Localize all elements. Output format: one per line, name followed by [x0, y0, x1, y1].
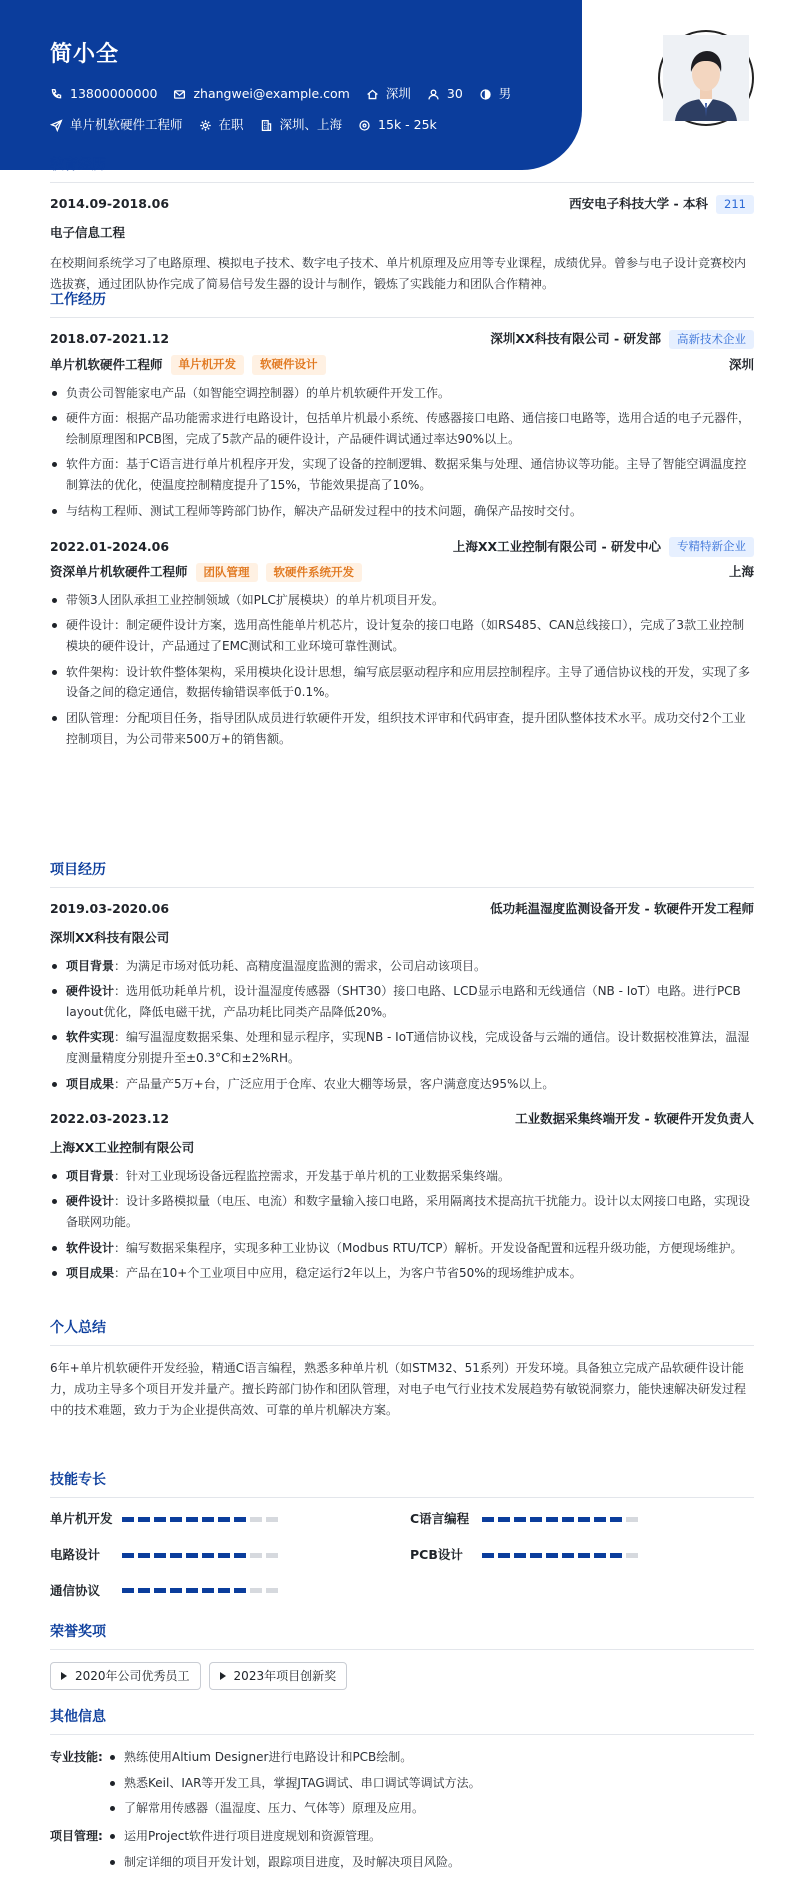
skill-item	[410, 1546, 754, 1565]
play-icon	[220, 1672, 226, 1680]
city-text: 深圳	[385, 86, 411, 101]
skill-segment	[202, 1588, 214, 1593]
project-name: 工业数据采集终端开发 - 软硬件开发负责人	[515, 1111, 754, 1127]
work-company-tag: 高新技术企业	[669, 330, 754, 349]
summary-section	[50, 1318, 754, 1421]
skill-segment	[530, 1553, 542, 1558]
list-item: 运用Project软件进行项目进度规划和资源管理。	[108, 1826, 460, 1847]
avatar	[658, 30, 754, 126]
other-label: 项目管理:	[50, 1828, 103, 1843]
mail-icon	[173, 88, 186, 101]
list-item	[50, 981, 754, 1022]
skill-segment	[626, 1517, 638, 1522]
gender-icon	[479, 88, 492, 101]
skill-segment	[138, 1517, 150, 1522]
status-text: 在职	[218, 116, 244, 132]
skill-item	[50, 1546, 410, 1565]
avatar-photo	[663, 35, 749, 121]
work-bullets	[50, 383, 754, 522]
skill-segment	[234, 1588, 246, 1593]
skill-segment	[266, 1517, 278, 1522]
skill-segment	[482, 1553, 494, 1558]
user-icon	[427, 88, 440, 101]
work-role-wrap	[50, 355, 326, 374]
list-item	[50, 1074, 754, 1095]
salary-text: 15k - 25k	[378, 116, 437, 132]
list-item: 负责公司智能家电产品（如智能空调控制器）的单片机软硬件开发工作。	[50, 383, 754, 404]
target-city-text: 深圳、上海	[279, 116, 343, 132]
skill-segment	[202, 1517, 214, 1522]
other-section	[50, 1707, 754, 1879]
bullet-value: ：产品在10+个工业项目中应用，稳定运行2年以上，为客户节省50%的现场维护成本。	[114, 1266, 582, 1281]
other-label: 专业技能:	[50, 1750, 103, 1764]
work-role-tag: 单片机开发	[171, 355, 245, 374]
work-role-wrap	[50, 563, 362, 582]
skills-section	[50, 1470, 754, 1600]
list-item: 硬件方面：根据产品功能需求进行电路设计，包括单片机最小系统、传感器接口电路、通信接口电路等，选用合适的电子元器件，绘制原理图和PCB图，完成了5款产品的硬件设计，产品硬件调试通过率达90%以上。	[50, 408, 754, 449]
skill-segment	[122, 1553, 134, 1558]
skill-segment	[170, 1517, 182, 1522]
bullet-key: 项目成果	[66, 1266, 115, 1281]
job-title-text: 单片机软硬件工程师	[70, 116, 183, 132]
list-item: 了解常用传感器（温湿度、压力、气体等）原理及应用。	[108, 1798, 481, 1819]
bullet-key: 软件设计	[66, 1240, 115, 1255]
work-company: 上海XX工业控制有限公司 - 研发中心	[452, 538, 661, 554]
project-header	[50, 1110, 754, 1129]
skill-segment	[266, 1553, 278, 1558]
skill-segment	[514, 1553, 526, 1558]
bullet-value: ：编写数据采集程序，实现多种工业协议（Modbus RTU/TCP）解析。开发设备配置和远程升级功能，方便现场维护。	[114, 1240, 743, 1255]
education-section	[50, 155, 754, 295]
list-item: 熟练使用Altium Designer进行电路设计和PCB绘制。	[108, 1747, 481, 1768]
skill-segment	[498, 1553, 510, 1558]
work-title: 工作经历	[50, 290, 754, 318]
skill-segment	[578, 1553, 590, 1558]
skill-bar	[122, 1553, 282, 1558]
skill-segment	[562, 1517, 574, 1522]
age-info	[427, 85, 463, 104]
list-item: 软件方面：基于C语言进行单片机程序开发，实现了设备的控制逻辑、数据采集与处理、通信协议等功能。主导了智能空调温度控制算法的优化，使温度控制精度提升了15%，节能效果提高了10%。	[50, 454, 754, 495]
list-item: 熟悉Keil、IAR等开发工具，掌握JTAG调试、串口调试等调试方法。	[108, 1773, 481, 1794]
work-role-row	[50, 355, 754, 374]
home-icon	[366, 88, 379, 101]
send-icon	[50, 119, 63, 132]
award-chip	[50, 1662, 201, 1690]
bullet-key: 项目背景	[66, 958, 115, 973]
skill-item	[410, 1510, 754, 1529]
work-date: 2018.07-2021.12	[50, 331, 170, 347]
education-title: 教育经历	[50, 155, 754, 183]
other-bullets	[108, 1747, 481, 1824]
work-company: 深圳XX科技有限公司 - 研发部	[490, 331, 661, 347]
target-city-info	[260, 116, 343, 135]
skill-name: 电路设计	[50, 1546, 101, 1562]
email-text: zhangwei@example.com	[193, 86, 350, 101]
list-item	[50, 1263, 754, 1284]
phone-icon	[50, 88, 63, 101]
work-role-row	[50, 563, 754, 582]
skill-name: PCB设计	[410, 1546, 463, 1562]
skills-title: 技能专长	[50, 1470, 754, 1498]
bullet-value: ：选用低功耗单片机，设计温湿度传感器（SHT30）接口电路、LCD显示电路和无线通信（NB - IoT）电路。进行PCB layout优化，降低电磁干扰，产品功耗比同类产品降低20%。	[66, 984, 741, 1019]
skill-segment	[202, 1553, 214, 1558]
skill-segment	[234, 1553, 246, 1558]
other-bullets	[108, 1826, 460, 1877]
work-role: 单片机软硬件工程师	[50, 356, 163, 372]
salary-info	[358, 116, 437, 135]
list-item	[50, 956, 754, 977]
bullet-key: 软件实现	[66, 1030, 115, 1045]
job-row	[50, 116, 527, 135]
projects-title: 项目经历	[50, 860, 754, 888]
age-text: 30	[446, 86, 463, 101]
list-item	[50, 1191, 754, 1232]
education-major: 电子信息工程	[50, 225, 126, 241]
bullet-key: 项目成果	[66, 1076, 115, 1091]
bullet-value: ：设计多路模拟量（电压、电流）和数字量输入接口电路，采用隔离技术提高抗干扰能力。设计以太网接口电路，实现设备联网功能。	[66, 1194, 751, 1229]
coin-icon	[358, 119, 371, 132]
skill-segment	[186, 1588, 198, 1593]
skill-segment	[530, 1517, 542, 1522]
skill-segment	[154, 1588, 166, 1593]
skill-bar	[482, 1553, 642, 1558]
gender-text: 男	[498, 86, 512, 101]
skill-segment	[154, 1517, 166, 1522]
other-title: 其他信息	[50, 1707, 754, 1735]
work-role-tag: 软硬件设计	[252, 355, 326, 374]
skill-name: 通信协议	[50, 1582, 101, 1598]
education-header	[50, 195, 754, 214]
work-date: 2022.01-2024.06	[50, 538, 170, 554]
skill-segment	[594, 1517, 606, 1522]
skill-segment	[250, 1517, 262, 1522]
work-role: 资深单片机软硬件工程师	[50, 563, 188, 579]
gear-icon	[199, 119, 212, 132]
other-group	[50, 1747, 754, 1824]
award-chip	[209, 1662, 348, 1690]
education-date: 2014.09-2018.06	[50, 196, 170, 212]
skill-segment	[594, 1553, 606, 1558]
awards-list	[50, 1662, 754, 1690]
city-info	[366, 85, 411, 104]
skill-item	[50, 1510, 410, 1529]
skill-bar	[122, 1517, 282, 1522]
skill-segment	[138, 1588, 150, 1593]
list-item: 带领3人团队承担工业控制领域（如PLC扩展模块）的单片机项目开发。	[50, 590, 754, 611]
project-date: 2022.03-2023.12	[50, 1111, 170, 1127]
project-bullets	[50, 1166, 754, 1284]
summary-title: 个人总结	[50, 1318, 754, 1346]
play-icon	[61, 1672, 67, 1680]
skill-segment	[266, 1588, 278, 1593]
summary-text: 6年+单片机软硬件开发经验，精通C语言编程，熟悉多种单片机（如STM32、51系列）开发环境。具备独立完成产品软硬件设计能力，成功主导多个项目开发并量产。擅长跨部门协作和团队管理，对电子电气行业技术发展趋势有敏锐洞察力，能快速解决研发过程中的技术难题，致力于为企业提供高效、可靠的单片机解决方案。	[50, 1361, 747, 1417]
skill-bar	[122, 1588, 282, 1593]
building-icon	[260, 119, 273, 132]
work-header	[50, 537, 754, 556]
skill-item	[50, 1582, 410, 1601]
skill-segment	[250, 1588, 262, 1593]
award-label: 2020年公司优秀员工	[75, 1669, 190, 1683]
skill-segment	[154, 1553, 166, 1558]
phone-text: 13800000000	[70, 86, 158, 101]
phone-info	[50, 85, 157, 104]
skill-segment	[546, 1517, 558, 1522]
bullet-value: ：针对工业现场设备远程监控需求，开发基于单片机的工业数据采集终端。	[114, 1168, 511, 1183]
skill-segment	[138, 1553, 150, 1558]
gender-info	[479, 85, 512, 104]
list-item	[50, 1166, 754, 1187]
skill-segment	[626, 1553, 638, 1558]
project-date: 2019.03-2020.06	[50, 901, 170, 916]
skill-segment	[170, 1588, 182, 1593]
skill-segment	[122, 1588, 134, 1593]
skill-segment	[250, 1553, 262, 1558]
skill-bar	[482, 1517, 642, 1522]
work-item	[50, 537, 754, 749]
awards-title: 荣誉奖项	[50, 1622, 754, 1650]
job-title-info	[50, 116, 183, 135]
work-header	[50, 330, 754, 349]
bullet-key: 硬件设计	[66, 1194, 115, 1209]
contact-row	[50, 85, 527, 104]
skill-segment	[218, 1553, 230, 1558]
project-bullets	[50, 956, 754, 1095]
work-company-wrap	[453, 537, 754, 556]
skill-segment	[498, 1517, 510, 1522]
award-label: 2023年项目创新奖	[233, 1669, 337, 1683]
bullet-value: ：产品量产5万+台，广泛应用于仓库、农业大棚等场景，客户满意度达95%以上。	[114, 1076, 555, 1091]
person-photo-icon	[663, 35, 749, 121]
list-item: 团队管理：分配项目任务，指导团队成员进行软硬件开发，组织技术评审和代码审查，提升团队整体技术水平。成功交付2个工业控制项目，为公司带来500万+的销售额。	[50, 708, 754, 749]
skill-segment	[482, 1517, 494, 1522]
bullet-key: 项目背景	[66, 1168, 115, 1183]
email-info	[173, 85, 349, 104]
bullet-key: 硬件设计	[66, 984, 115, 999]
header-content	[50, 38, 527, 147]
projects-section	[50, 860, 754, 1289]
bullet-value: ：编写温湿度数据采集、处理和显示程序，实现NB - IoT通信协议栈，完成设备与云端的通信。设计数据校准算法，温湿度测量精度分别提升至±0.3°C和±2%RH。	[66, 1030, 750, 1065]
candidate-name: 简小全	[50, 42, 120, 67]
project-item	[50, 1110, 754, 1284]
project-header	[50, 900, 754, 919]
awards-section	[50, 1622, 754, 1690]
skill-segment	[234, 1517, 246, 1522]
work-location: 上海	[728, 563, 754, 579]
project-item	[50, 900, 754, 1094]
skill-segment	[610, 1517, 622, 1522]
work-role-tag: 团队管理	[196, 563, 258, 582]
list-item: 硬件设计：制定硬件设计方案，选用高性能单片机芯片，设计复杂的接口电路（如RS485、CAN总线接口），完成了3款工业控制模块的硬件设计，产品通过了EMC测试和工业环境可靠性测试。	[50, 615, 754, 656]
work-company-tag: 专精特新企业	[669, 537, 754, 556]
work-company-wrap	[490, 330, 754, 349]
work-location: 深圳	[728, 356, 754, 372]
bullet-value: ：为满足市场对低功耗、高精度温湿度监测的需求，公司启动该项目。	[114, 958, 487, 973]
skills-grid	[50, 1510, 754, 1600]
other-group	[50, 1826, 754, 1877]
skill-segment	[562, 1553, 574, 1558]
list-item	[50, 1027, 754, 1068]
list-item: 软件架构：设计软件整体架构，采用模块化设计思想，编写底层驱动程序和应用层控制程序。主导了通信协议栈的开发，实现了多设备之间的稳定通信，数据传输错误率低于0.1%。	[50, 662, 754, 703]
skill-segment	[186, 1553, 198, 1558]
skill-segment	[218, 1517, 230, 1522]
skill-segment	[218, 1588, 230, 1593]
work-role-tag: 软硬件系统开发	[266, 563, 363, 582]
list-item	[50, 1238, 754, 1259]
project-company: 深圳XX科技有限公司	[50, 929, 170, 945]
work-section	[50, 290, 754, 754]
education-desc: 在校期间系统学习了电路原理、模拟电子技术、数字电子技术、单片机原理及应用等专业课程，成绩优异。曾参与电子设计竞赛校内选拔赛，通过团队协作完成了简易信号发生器的设计与制作，锻炼了实践能力和团队合作精神。	[50, 256, 747, 291]
skill-segment	[186, 1517, 198, 1522]
resume-header	[0, 0, 794, 170]
work-item	[50, 330, 754, 521]
education-tag: 211	[716, 195, 754, 214]
project-company: 上海XX工业控制有限公司	[50, 1140, 195, 1155]
education-school-wrap	[569, 195, 754, 214]
list-item: 与结构工程师、测试工程师等跨部门协作，解决产品研发过程中的技术问题，确保产品按时交付。	[50, 501, 754, 522]
work-bullets	[50, 590, 754, 749]
skill-name: 单片机开发	[50, 1511, 113, 1526]
skill-segment	[170, 1553, 182, 1558]
skill-segment	[514, 1517, 526, 1522]
list-item: 制定详细的项目开发计划，跟踪项目进度，及时解决项目风险。	[108, 1852, 460, 1873]
skill-segment	[122, 1517, 134, 1522]
skill-segment	[546, 1553, 558, 1558]
skill-segment	[610, 1553, 622, 1558]
education-school: 西安电子科技大学 - 本科	[569, 196, 709, 212]
skill-segment	[578, 1517, 590, 1522]
status-info	[199, 116, 244, 135]
skill-name: C语言编程	[410, 1511, 470, 1526]
project-name: 低功耗温湿度监测设备开发 - 软硬件开发工程师	[490, 901, 754, 916]
